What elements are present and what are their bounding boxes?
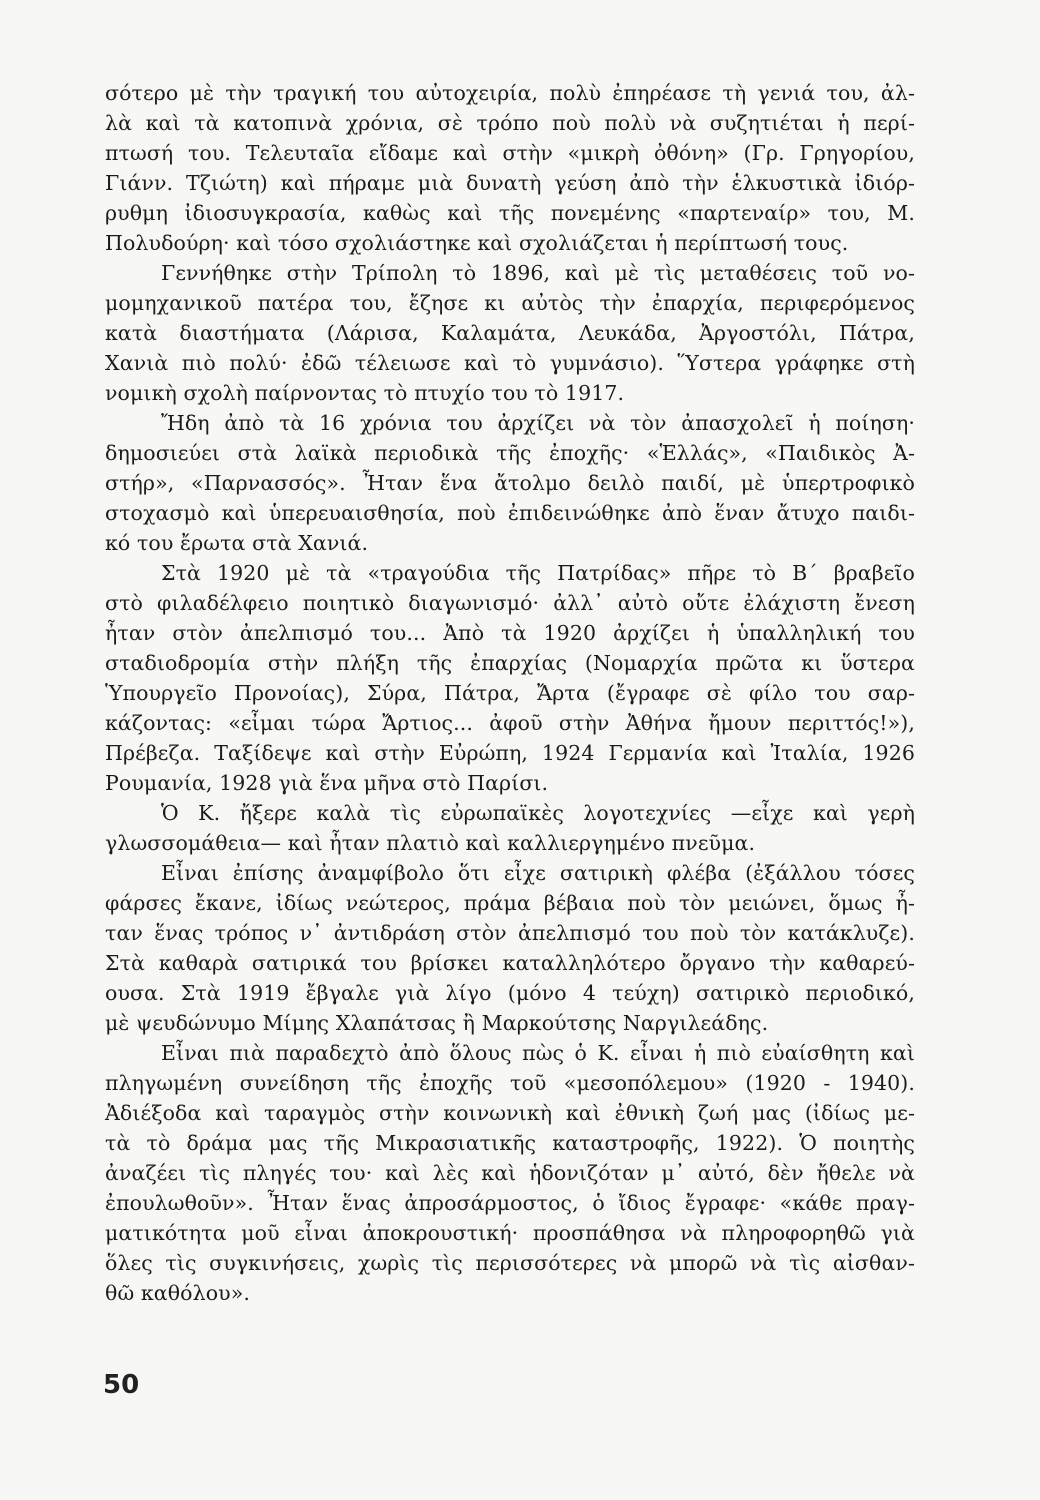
text-line: γλωσσομάθεια— καὶ ἦταν πλατιὸ καὶ καλλιεργημένο πνεῦμα. [105,831,756,855]
text-line: λὰ καὶ τὰ κατοπινὰ χρόνια, σὲ τρόπο ποὺ πολὺ νὰ συζητιέται ἡ περί- [105,111,915,135]
text-line: μομηχανικοῦ πατέρα του, ἔζησε κι αὐτὸς τὴν ἐπαρχία, περιφερόμενος [105,291,915,315]
text-line: στὸ φιλαδέλφειο ποιητικὸ διαγωνισμό· ἀλλ᾿ αὐτὸ οὔτε ἐλάχιστη ἔνεση [105,591,915,615]
text-line: Ἀδιέξοδα καὶ ταραγμὸς στὴν κοινωνικὴ καὶ ἐθνικὴ ζωή μας (ἰδίως με- [105,1101,915,1125]
text-line: σότερο μὲ τὴν τραγική του αὐτοχειρία, πολὺ ἐπηρέασε τὴ γενιά του, ἀλ- [105,81,915,105]
text-line: Εἶναι πιὰ παραδεχτὸ ἀπὸ ὅλους πὼς ὁ Κ. εἶναι ἡ πιὸ εὐαίσθητη καὶ [161,1041,915,1065]
text-line: δημοσιεύει στὰ λαϊκὰ περιοδικὰ τῆς ἐποχῆς· «Ἑλλάς», «Παιδικὸς Ἀ- [105,441,915,465]
text-line: πληγωμένη συνείδηση τῆς ἐποχῆς τοῦ «μεσοπόλεμου» (1920 - 1940). [105,1071,915,1095]
body-text [105,78,915,1308]
text-line: Γεννήθηκε στὴν Τρίπολη τὸ 1896, καὶ μὲ τὶς μεταθέσεις τοῦ νο- [161,261,915,285]
text-line: σταδιοδρομία στὴν πλήξη τῆς ἐπαρχίας (Νομαρχία πρῶτα κι ὕστερα [105,651,915,675]
text-line: Στὰ καθαρὰ σατιρικά του βρίσκει καταλληλότερο ὄργανο τὴν καθαρεύ- [105,951,915,975]
text-line: κάζοντας: «εἶμαι τώρα Ἄρτιος... ἀφοῦ στὴν Ἀθήνα ἤμουν περιττός!»), [105,711,915,735]
text-line: κατὰ διαστήματα (Λάρισα, Καλαμάτα, Λευκάδα, Ἀργοστόλι, Πάτρα, [105,321,915,345]
text-line: μὲ ψευδώνυμο Μίμης Χλαπάτσας ἢ Μαρκούτσης Ναργιλεάδης. [105,1011,769,1035]
text-line: τὰ τὸ δράμα μας τῆς Μικρασιατικῆς καταστροφῆς, 1922). Ὁ ποιητὴς [105,1131,915,1155]
text-line: ἦταν στὸν ἀπελπισμό του... Ἀπὸ τὰ 1920 ἀρχίζει ἡ ὑπαλληλική του [105,621,915,645]
text-line: Χανιὰ πιὸ πολύ· ἐδῶ τέλειωσε καὶ τὸ γυμνάσιο). Ὕστερα γράφηκε στὴ [105,351,915,375]
text-line: Ὑπουργεῖο Προνοίας), Σύρα, Πάτρα, Ἄρτα (ἔγραφε σὲ φίλο του σαρ- [105,681,915,705]
text-line: φάρσες ἔκανε, ἰδίως νεώτερος, πράμα βέβαια ποὺ τὸν μειώνει, ὅμως ἦ- [105,891,915,915]
text-line: Ἤδη ἀπὸ τὰ 16 χρόνια του ἀρχίζει νὰ τὸν ἀπασχολεῖ ἡ ποίηση· [161,411,915,435]
text-line: ἐπουλωθοῦν». Ἦταν ἕνας ἀπροσάρμοστος, ὁ ἴδιος ἔγραφε· «κάθε πραγ- [105,1191,915,1215]
text-line: Εἶναι ἐπίσης ἀναμφίβολο ὅτι εἶχε σατιρικὴ φλέβα (ἐξάλλου τόσες [161,861,915,885]
text-line: Πολυδούρη· καὶ τόσο σχολιάστηκε καὶ σχολιάζεται ἡ περίπτωσή τους. [105,231,849,255]
text-line: πτωσή του. Τελευταῖα εἴδαμε καὶ στὴν «μικρὴ ὀθόνη» (Γρ. Γρηγορίου, [105,141,915,165]
text-line: στοχασμὸ καὶ ὑπερευαισθησία, ποὺ ἐπιδεινώθηκε ἀπὸ ἕναν ἄτυχο παιδι- [105,501,915,525]
text-line: Στὰ 1920 μὲ τὰ «τραγούδια τῆς Πατρίδας» πῆρε τὸ Β΄ βραβεῖο [161,561,915,585]
page-number: 50 [103,1370,140,1400]
text-line: θῶ καθόλου». [105,1281,250,1305]
text-line: Ὁ Κ. ἤξερε καλὰ τὶς εὐρωπαϊκὲς λογοτεχνίες —εἶχε καὶ γερὴ [161,801,915,825]
text-line: Πρέβεζα. Ταξίδεψε καὶ στὴν Εὐρώπη, 1924 Γερμανία καὶ Ἰταλία, 1926 [105,741,915,765]
text-line: ἀναζέει τὶς πληγές του· καὶ λὲς καὶ ἡδονιζόταν μ᾿ αὐτό, δὲν ἤθελε νὰ [105,1161,915,1185]
text-line: ταν ἕνας τρόπος ν᾿ ἀντιδράση στὸν ἀπελπισμό του ποὺ τὸν κατάκλυζε). [105,921,915,945]
text-line: Ρουμανία, 1928 γιὰ ἕνα μῆνα στὸ Παρίσι. [105,771,549,795]
text-line: ὅλες τὶς συγκινήσεις, χωρὶς τὶς περισσότερες νὰ μπορῶ νὰ τὶς αἰσθαν- [105,1251,915,1275]
text-line: ουσα. Στὰ 1919 ἔβγαλε γιὰ λίγο (μόνο 4 τεύχη) σατιρικὸ περιοδικό, [105,981,915,1005]
text-line: ρυθμη ἰδιοσυγκρασία, καθὼς καὶ τῆς πονεμένης «παρτεναίρ» του, Μ. [105,201,915,225]
text-line: ματικότητα μοῦ εἶναι ἀποκρουστική· προσπάθησα νὰ πληροφορηθῶ γιὰ [105,1221,915,1245]
text-line: κό του ἔρωτα στὰ Χανιά. [105,531,369,555]
text-line: Γιάνν. Τζιώτη) καὶ πήραμε μιὰ δυνατὴ γεύση ἀπὸ τὴν ἑλκυστικὰ ἰδιόρ- [105,171,915,195]
text-line: νομικὴ σχολὴ παίρνοντας τὸ πτυχίο του τὸ 1917. [105,381,625,405]
text-line: στήρ», «Παρνασσός». Ἦταν ἕνα ἄτολμο δειλὸ παιδί, μὲ ὑπερτροφικὸ [105,471,915,495]
